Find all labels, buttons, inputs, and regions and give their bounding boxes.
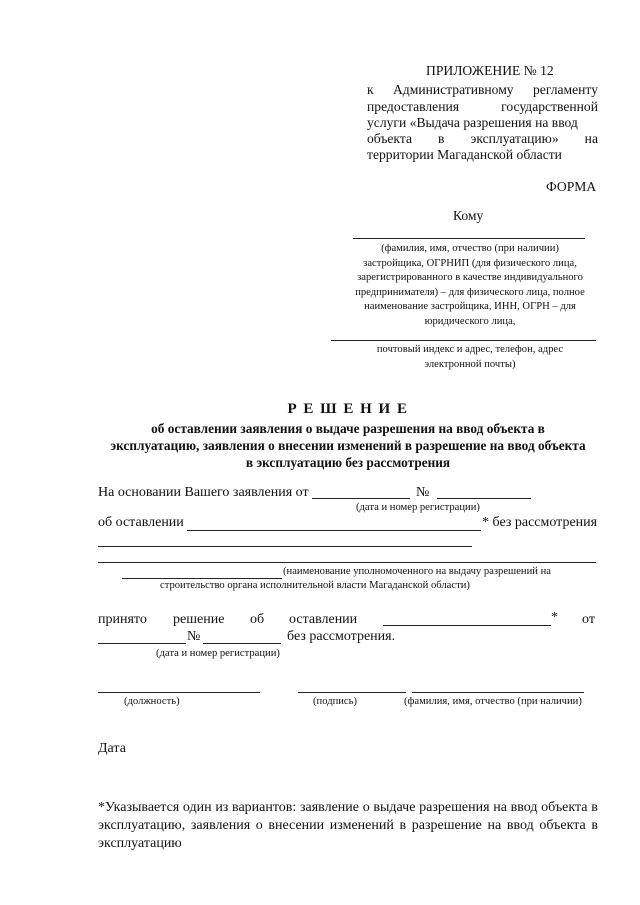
hint-line: зарегистрированного в качестве индивидуального [357,272,583,283]
appendix-word: Административному [392,82,514,97]
footnote-word: в [399,818,407,833]
address-line[interactable] [331,340,596,341]
footnote-word: в [591,800,598,815]
full-name-line[interactable] [412,692,584,693]
footnote-word: изменений [329,818,394,833]
appendix-word: объекта [367,131,413,146]
accepted-word-4: оставлении [289,612,358,627]
appendix-line-3: услуги «Выдача разрешения на ввод [367,115,578,130]
leaving-suffix: * без рассмотрения [482,515,598,530]
extra-line-1[interactable] [98,546,472,547]
footnote-word: о [255,818,263,833]
leaving-prefix: об оставлении [98,515,184,530]
appendix-line-2 [367,99,598,115]
applicant-hint [310,242,630,329]
authority-field[interactable] [122,578,282,579]
footnote-word: объекта [541,800,588,815]
decision-heading: Р Е Ш Е Н И Е [287,401,409,417]
extra-line-2[interactable] [98,562,596,563]
position-hint: (должность) [124,696,180,707]
footnote-word: о [362,800,370,815]
asterisk: * [551,610,558,625]
accepted-word-2: решение [173,612,225,627]
footnote-line-1 [98,800,598,816]
footnote-word: выдаче [373,800,416,815]
footnote-word: заявления [190,818,251,833]
signature-hint: (подпись) [313,696,357,707]
hint-line: наименование застройщика, ИНН, ОГРН – для [364,301,576,312]
number-sign: № [416,485,430,500]
appendix-word: в [438,131,445,146]
to-label: Кому [453,208,484,223]
hint-line: почтовый индекс и адрес, телефон, адрес [376,344,564,355]
appendix-word: на [584,131,598,146]
footnote-word: *Указывается [98,800,180,815]
footnote-word: один [182,800,212,815]
authority-hint-2: строительство органа исполнительной власти Магаданской области) [160,580,470,591]
footnote-word: разрешение [411,818,482,833]
hint-line: предпринимателя) – для физического лица, полное [355,286,585,298]
without-review: без рассмотрения. [287,629,396,644]
footnote-word: из [215,800,229,815]
basis-prefix: На основании Вашего заявления от [98,485,309,500]
appendix-line-1 [367,82,598,98]
date-label: Дата [98,741,126,756]
appendix-word: эксплуатацию» [470,131,559,146]
appendix-line-5: территории Магаданской области [367,147,562,162]
hint-line: электронной почты) [424,358,516,370]
appendix-line-4 [367,131,598,147]
no-sign: № [187,629,201,644]
decision-number-field[interactable] [203,643,281,644]
footnote-word: на [493,800,507,815]
authority-hint-1: (наименование уполномоченного на выдачу разрешений на [283,566,551,577]
appendix-word: к [367,82,374,97]
footnote-line-3: эксплуатацию [98,836,182,851]
applicant-line[interactable] [353,238,585,239]
appendix-word: государственной [501,99,598,114]
footnote-word: вариантов: [232,800,297,815]
accepted-word-3: об [250,612,265,627]
footnote-word: ввод [506,818,534,833]
footnote-word: эксплуатацию, [98,818,186,833]
hint-line: юридического лица, [424,315,516,327]
footnote-word: ввод [510,800,538,815]
appendix-word: регламенту [532,82,598,97]
address-hint [310,343,630,372]
footnote-word: внесении [268,818,325,833]
subtitle-line: эксплуатацию, заявления о внесении изменений в разрешение на ввод объекта [110,438,586,453]
leaving-subject-field[interactable] [187,530,481,531]
footnote-word: заявление [300,800,360,815]
appendix-title: ПРИЛОЖЕНИЕ № 12 [426,63,554,78]
form-label: ФОРМА [546,179,597,194]
footnote-word: в [591,818,598,833]
application-number-field[interactable] [437,498,531,499]
application-date-field[interactable] [312,498,410,499]
footnote-word: разрешения [419,800,490,815]
hint-line: (фамилия, имя, отчество (при наличии) [381,243,559,254]
appendix-word: предоставления [367,99,460,114]
signature-line[interactable] [298,692,406,693]
date-reg-hint-2: (дата и номер регистрации) [156,648,280,659]
footnote-word: объекта [539,818,586,833]
footnote-line-2 [98,818,598,834]
from-word: от [582,612,595,627]
position-line[interactable] [98,692,260,693]
subtitle-line: об оставлении заявления о выдаче разрешения на ввод объекта в [151,421,545,436]
accepted-word-1: принято [98,612,147,627]
footnote-word: на [487,818,502,833]
decision-date-field[interactable] [98,643,186,644]
full-name-hint: (фамилия, имя, отчество (при наличии) [404,696,582,707]
decision-subtitle [0,420,640,471]
accepted-subject-field[interactable] [383,625,551,626]
hint-line: застройщика, ОГРНИП (для физического лица, [363,257,577,269]
date-reg-hint: (дата и номер регистрации) [356,502,480,513]
subtitle-line: в эксплуатацию без рассмотрения [245,455,451,470]
